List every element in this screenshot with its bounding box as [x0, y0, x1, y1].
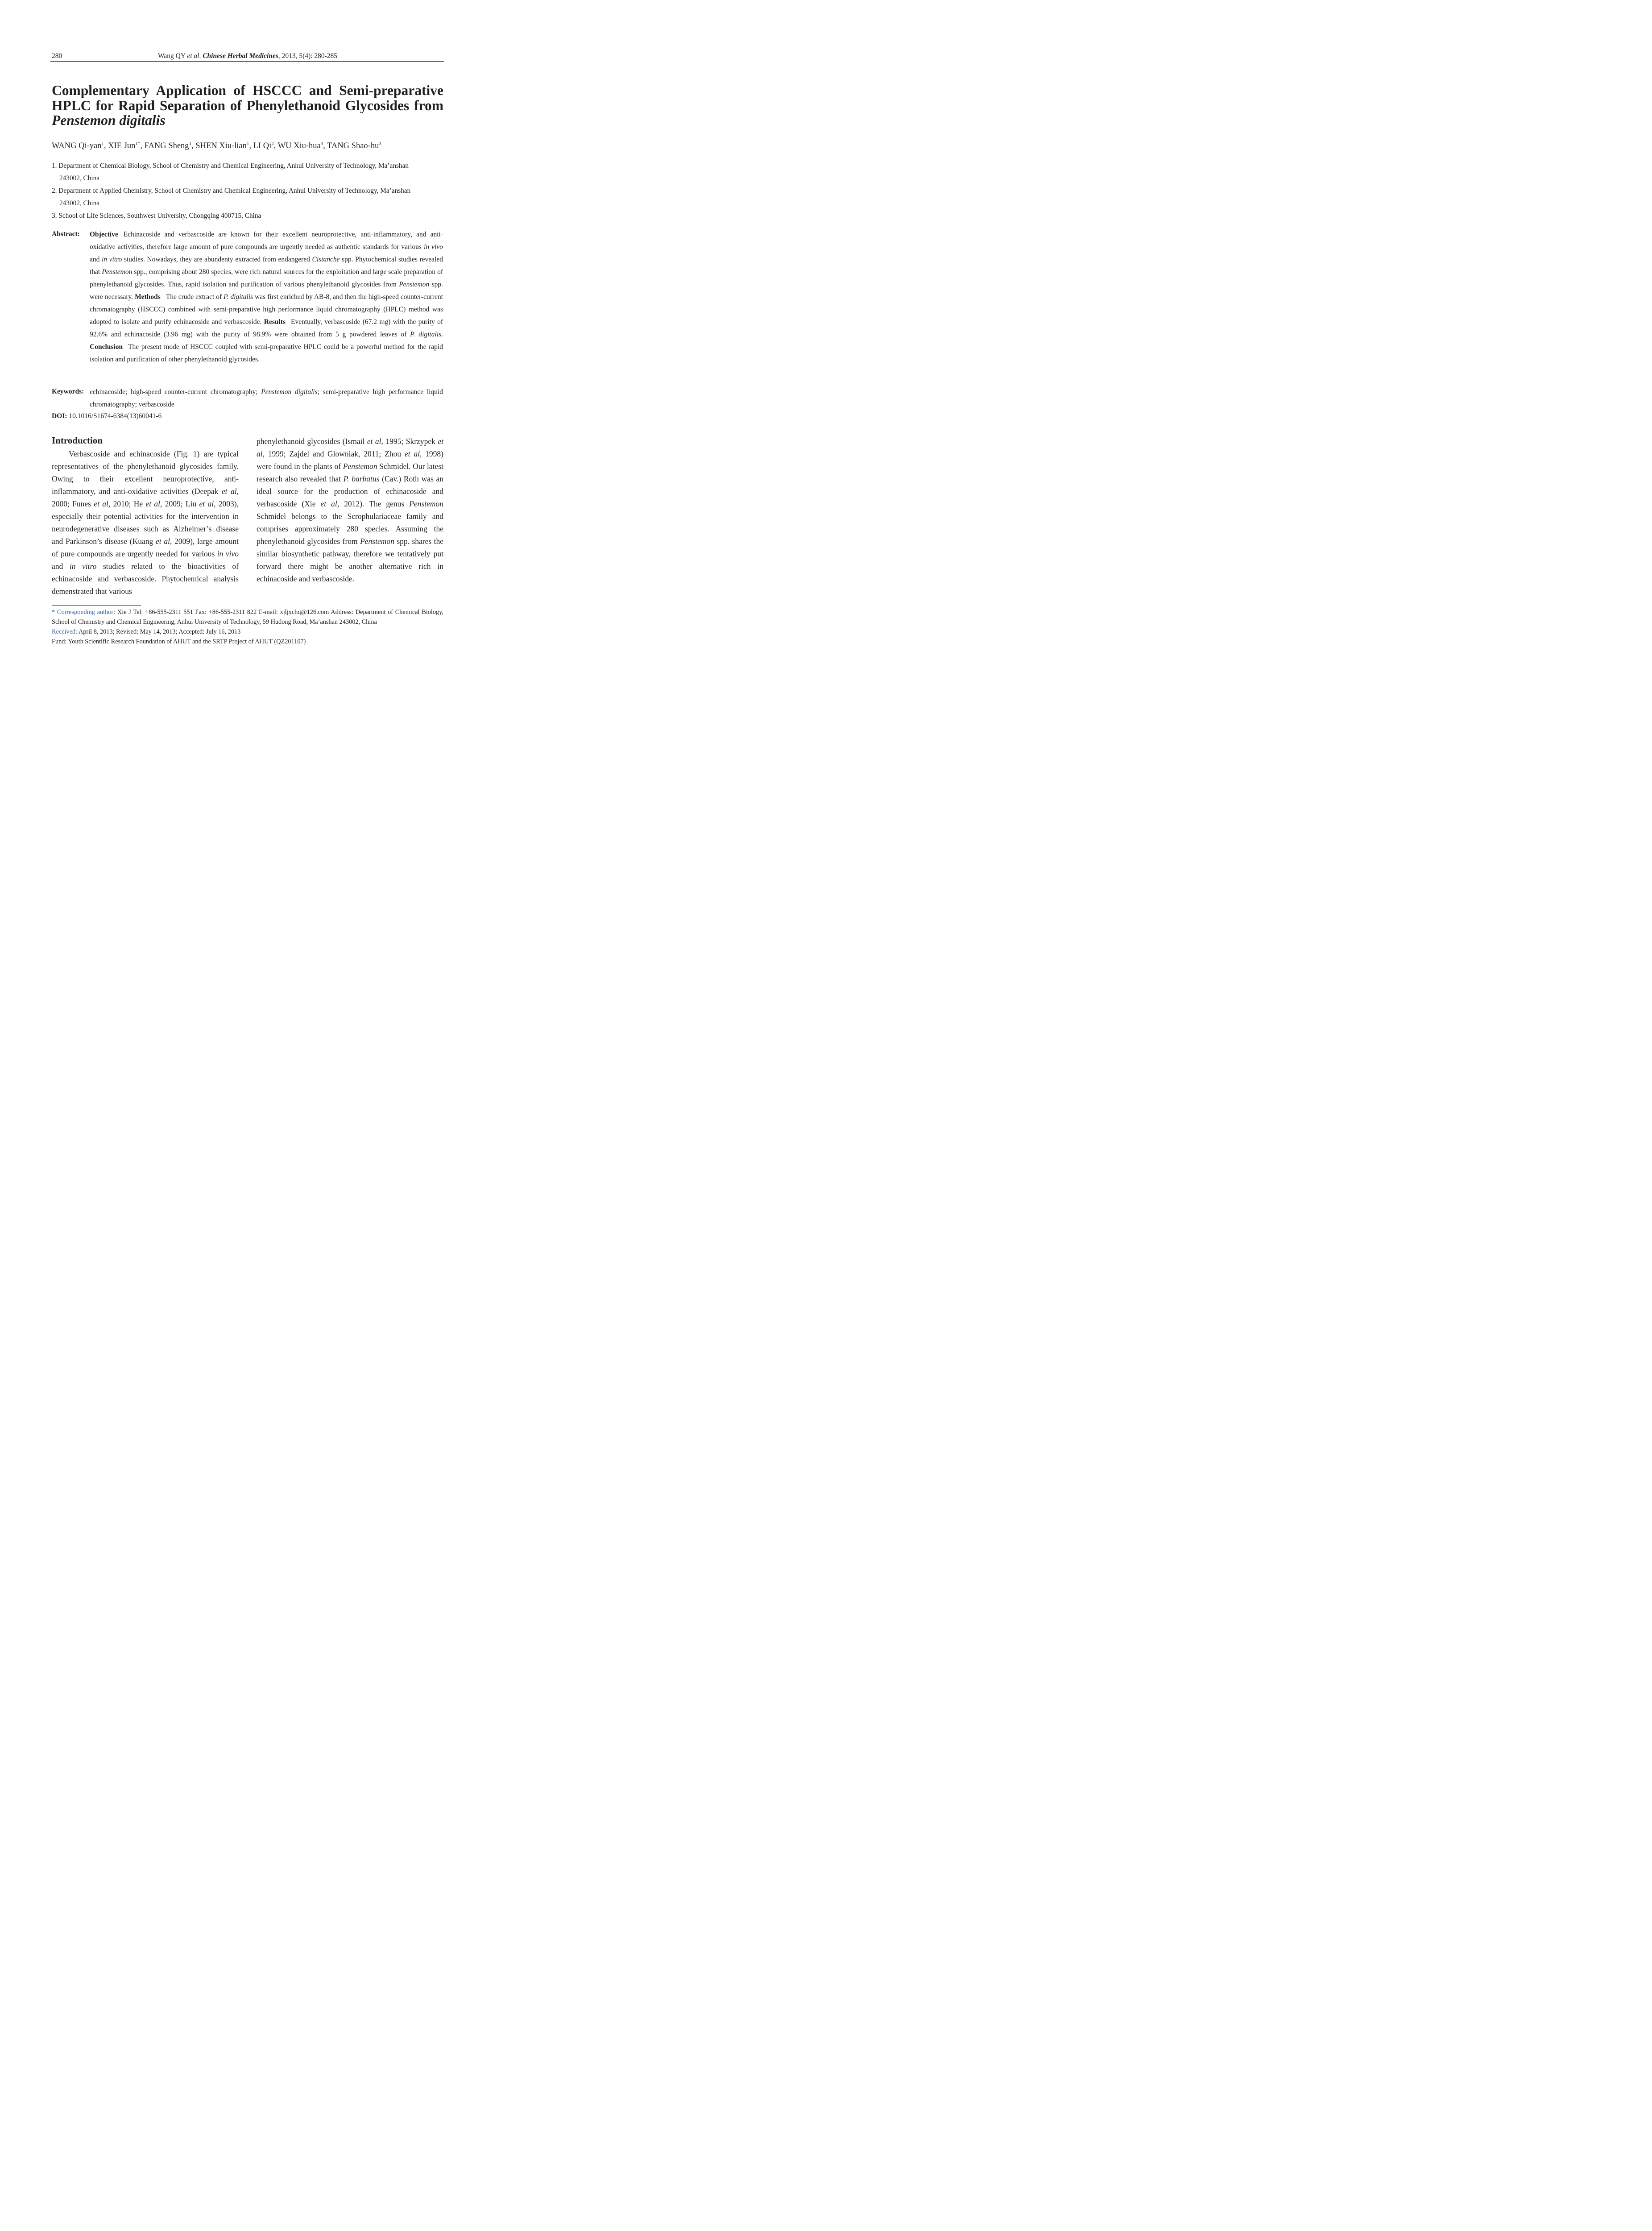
abstract-text: Echinacoside and verbascoside are known for their excellent neuroprotective, anti-inflammatory, and anti-oxidative activities, therefore large amount of pure compounds are urgently needed as authentic standards for various	[90, 231, 443, 251]
intro-italic: et al	[94, 499, 108, 508]
citation-suffix: , 2013, 5(4): 280-285	[278, 52, 338, 60]
intro-italic: et al	[199, 499, 214, 508]
abstract-italic: in vivo	[424, 243, 443, 251]
affiliation-1	[52, 160, 443, 185]
title-species: Penstemon digitalis	[52, 112, 166, 128]
author-affiliation-mark: 1	[189, 141, 192, 146]
citation-et-al: et al	[187, 52, 199, 60]
intro-text: and	[52, 562, 70, 571]
intro-text: , 2003), especially their potential activities for the intervention in neurodegenerative diseases such as Alzheimer’s disease and Parkinson’s disease (Kuang	[52, 499, 239, 546]
author-affiliation-mark: 3	[320, 141, 323, 146]
intro-italic: Penstemon	[409, 499, 444, 508]
abstract-italic: P. digitalis	[224, 293, 253, 301]
journal-name: Chinese Herbal Medicines	[203, 52, 278, 60]
affiliation-2-postcode: 243002, China	[59, 199, 100, 207]
intro-italic: et al	[404, 449, 420, 458]
affiliation-2-line: 2. Department of Applied Chemistry, School of Chemistry and Chemical Engineering, Anhui University of Technology, Ma’anshan	[52, 187, 411, 195]
abstract-text: Eventually, verbascoside (67.2 mg) with the purity of 92.6% and echinacoside (3.96 mg) with the purity of 98.9% were obtained from 5 g powdered leaves of	[90, 318, 443, 338]
abstract-text: spp., comprising about 280 species, were rich natural sources for the exploitation and large scale preparation of phenylethanoid glycosides. Thus, rapid isolation and purification of various phenylethanoid glycosides from	[90, 268, 443, 288]
intro-italic: in vivo	[217, 549, 239, 558]
page-number: 280	[52, 52, 62, 60]
abstract-text: .	[441, 331, 443, 338]
running-header	[52, 52, 443, 60]
intro-text: Verbascoside and echinacoside (Fig. 1) are typical representatives of the phenylethanoid glycosides family. Owing to their excellent neuroprotective, anti-inflammatory, and anti-oxidative activities (Deepak	[52, 449, 239, 496]
keywords-body	[90, 386, 443, 411]
intro-italic: et al	[221, 487, 237, 496]
conclusion-label: Conclusion	[90, 343, 123, 351]
affiliation-2	[52, 185, 443, 210]
intro-text: spp. shares the similar biosynthetic pathway, therefore we tentatively put forward there might be another alternative rich in echinacoside and verbascoside.	[257, 537, 443, 583]
abstract-italic: in vitro	[101, 256, 122, 263]
intro-text: , 1999; Zajdel and Glowniak, 2011; Zhou	[262, 449, 405, 458]
author-affiliation-mark: 1	[101, 141, 104, 146]
intro-column-right	[257, 435, 443, 585]
fund-note: Fund: Youth Scientific Research Foundation of AHUT and the SRTP Project of AHUT (QZ201107)	[52, 638, 306, 645]
affiliation-3	[52, 210, 443, 222]
author-name: SHEN Xiu-lian	[195, 141, 247, 150]
intro-text: , 1998) were found in the plants of	[257, 449, 443, 471]
abstract-italic: P. digitalis	[410, 331, 442, 338]
abstract-text: studies. Nowadays, they are abundenty extracted from endangered	[122, 256, 312, 263]
corresponding-label: * Corresponding author:	[52, 609, 116, 616]
keywords-text: ; semi-preparative high performance liquid chromatography; verbascoside	[90, 388, 443, 408]
citation-dot: .	[199, 52, 203, 60]
intro-italic: et al	[367, 437, 381, 446]
intro-italic: et al	[155, 537, 170, 546]
affiliations	[52, 160, 443, 222]
received-label: Received:	[52, 628, 78, 635]
intro-text: Schmidel belongs to the Scrophulariaceae family and comprises approximately 280 species. Assuming the phenylethanoid glycosides from	[257, 512, 443, 546]
intro-text: , 2009), large amount of pure compounds are urgently needed for various	[52, 537, 239, 558]
received-note	[52, 627, 443, 637]
abstract-text: and	[90, 256, 102, 263]
author-name: XIE Jun	[108, 141, 136, 150]
doi-line	[52, 412, 161, 420]
intro-text: , 1995; Skrzypek	[381, 437, 438, 446]
affiliation-1-postcode: 243002, China	[59, 174, 100, 182]
intro-italic: et al	[145, 499, 161, 508]
intro-italic: P. barbatus	[343, 474, 380, 483]
intro-italic: in vitro	[69, 562, 97, 571]
citation-prefix: Wang QY	[157, 52, 187, 60]
author-name: TANG Shao-hu	[327, 141, 379, 150]
article-title	[52, 83, 443, 128]
abstract-text: The crude extract of	[166, 293, 224, 301]
intro-italic: Penstemon	[343, 462, 377, 471]
author-list: WANG Qi-yan$^1$, XIE Jun$^{1*}$, FANG Sheng$^1$, SHEN Xiu-lian$^1$, LI Qi$^2$, WU Xiu-hua$^3$, TANG Shao-$hu^3$	[52, 141, 381, 150]
author-affiliation-mark: 3	[379, 141, 381, 146]
abstract-italic: Penstemon	[102, 268, 132, 276]
abstract-italic: Cistanche	[312, 256, 340, 263]
abstract-label: Abstract:	[52, 230, 80, 238]
abstract-text: was first enriched by AB-8, and then the high-speed counter-current chromatography (HSCCC) combined with semi-preparative high performance liquid chromatography (HPLC) method was adopted to isolate and purify echinacoside and verbascoside.	[90, 293, 443, 326]
author-name: FANG Sheng	[144, 141, 189, 150]
intro-italic: et al	[257, 437, 443, 458]
title-main: Complementary Application of HSCCC and Semi-preparative HPLC for Rapid Separation of Phenylethanoid Glycosides from	[52, 83, 443, 113]
intro-text: phenylethanoid glycosides (Ismail	[257, 437, 367, 446]
corresponding-author-note	[52, 607, 443, 627]
intro-text: studies related to the bioactivities of echinacoside and verbascoside. Phytochemical analysis demenstrated that various	[52, 562, 239, 596]
author-name: WU Xiu-hua	[277, 141, 321, 150]
author-affiliation-mark: 1*	[135, 141, 141, 146]
keywords-text: echinacoside; high-speed counter-current chromatography;	[90, 388, 261, 396]
received-text: April 8, 2013; Revised: May 14, 2013; Accepted: July 16, 2013	[77, 628, 241, 635]
methods-label: Methods	[135, 293, 161, 301]
abstract-italic: Penstemon	[399, 281, 430, 288]
intro-text: Schmidel. Our latest research also revealed that	[257, 462, 443, 483]
results-label: Results	[264, 318, 286, 326]
header-rule	[50, 61, 444, 62]
intro-text: , 2012). The genus	[337, 499, 410, 508]
intro-text: (Cav.) Roth was an ideal source for the production of echinacoside and verbascoside (Xie	[257, 474, 444, 508]
section-heading-introduction: Introduction	[52, 435, 103, 446]
intro-text: , 2000; Funes	[52, 487, 239, 508]
objective-label: Objective	[90, 231, 118, 238]
doi-value[interactable]: 10.1016/S1674-6384(13)60041-6	[69, 412, 162, 420]
author-name: WANG Qi-yan	[52, 141, 102, 150]
intro-text: , 2009; Liu	[160, 499, 199, 508]
corresponding-text: Xie J Tel: +86-555-2311 551 Fax: +86-555-2311 822 E-mail: xjljxchq@126.com Address: Department of Chemical Biology, School of Chemistry and Chemical Engineering, Anhui University of Technology, 59 Hudong Road, Ma’anshan 243002, China	[52, 609, 443, 626]
abstract-body	[90, 228, 443, 366]
affiliation-1-line: 1. Department of Chemical Biology, School of Chemistry and Chemical Engineering, Anhui University of Technology, Ma’anshan	[52, 162, 409, 170]
author-name: LI Qi	[253, 141, 272, 150]
intro-column-left	[52, 448, 239, 597]
author-affiliation-mark: 2	[271, 141, 274, 146]
abstract-text: spp. were necessary.	[90, 281, 443, 301]
intro-text: , 2010; He	[108, 499, 146, 508]
keywords-label: Keywords:	[52, 388, 84, 395]
keywords-italic: Penstemon digitalis	[261, 388, 318, 396]
abstract-text: The present mode of HSCCC coupled with semi-preparative HPLC could be a powerful method for the rapid isolation and purification of other phenylethanoid glycosides.	[90, 343, 443, 363]
intro-italic: et al	[320, 499, 337, 508]
author-affiliation-mark: 1	[246, 141, 249, 146]
affiliation-3-line: 3. School of Life Sciences, Southwest University, Chongqing 400715, China	[52, 212, 261, 220]
doi-label: DOI:	[52, 412, 67, 420]
footnotes	[52, 607, 443, 647]
intro-italic: Penstemon	[360, 537, 394, 546]
abstract-text: spp. Phytochemical studies revealed that	[90, 256, 443, 276]
